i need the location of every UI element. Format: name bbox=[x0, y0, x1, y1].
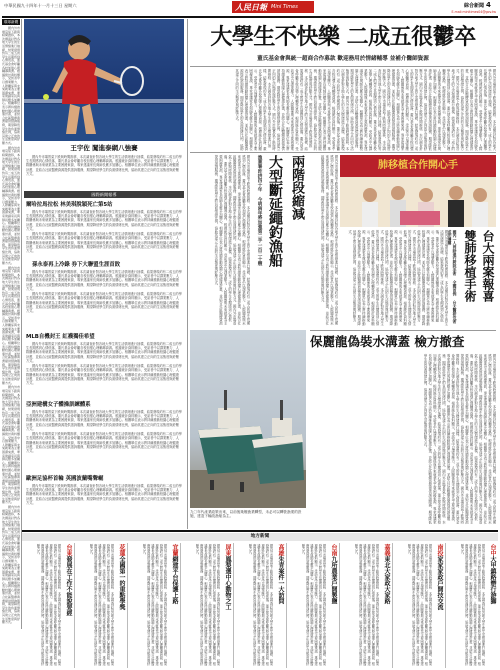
local-title: 網建平台保護上路 bbox=[171, 556, 178, 604]
main-subtitle: 董氏基金會與統一超商合作募款 歡迎務用於情緒輔導 並補介醫師資源 bbox=[257, 56, 429, 62]
bottom-rule bbox=[22, 530, 498, 532]
local-city: 南投 bbox=[436, 544, 443, 556]
ship-photo bbox=[190, 330, 306, 508]
transplant-headline-b: 台大兩案報喜 bbox=[481, 230, 495, 302]
local-body: 國內外市場景氣下跌與時間推移，本次調查針對各地大學生的生活情緒進行抽樣，結果發現約有二成五的學生長期感到心情低落，董氏基金會呼籲各校加強心理輔導資源。根據統計資料顯示，受訪者中以課業壓力、人際關係與未來就業為主要困擾來源，專家建議家長與師長應多加關心。相關單位表示將持續推動校園心理健康計畫，並結合社區醫療資源提供諮詢服務，期望降低學生的負面情緒比例，協助其建立正向的生活態度與紓壓方式。 bbox=[194, 544, 220, 666]
local-title: 朱青案件一大訪問 bbox=[277, 556, 284, 604]
col-divider-left bbox=[187, 19, 188, 529]
polaroid-body: 國內外市場景氣下跌與時間推移，本次調查針對各地大學生的生活情緒進行抽樣，結果發現約有二成五的學生長期感到心情低落，董氏基金會呼籲各校加強心理輔導資源。根據統計資料顯示，受訪者中以課業壓力、人際關係與未來就業為主要困擾來源，專家建議家長與師長應多加關心。相關單位表示將持續推動校園心理健康計畫，並結合社區醫療資源提供諮詢服務，期望降低學生的負面情緒比例，協助其建立正向的生活態度與紓壓方式。國內外市場景氣下跌與時間推移，本次調查針對各地大學生的生活情緒進行抽樣，結果發現約有二成五的學生長期感到心情低落，董氏基金會呼籲各校加強心理輔導資源。根據統計資料顯示，受訪者中以課業壓力、人際關係與未來就業為主要困擾來源，專家建議家長與師長應多加關心。相關單位表示將持續推動校園心理健康計畫，並結合社區醫療資源提供諮詢服務，期望降低學生的負面情緒比例，協助其建立正向的生活態度與紓壓方式。國內外市場景氣下跌與時間推移，本次調查針對各地大學生的生活情緒進行抽樣，結果發現約有二成五的學生長期感到心情低落，董氏基金會呼籲各校加強心理輔導資源。根據統計資料顯示，受訪者中以課業壓力、人際關係與未來就業為主要困擾來源，專家建議家長與師長應多加關心。相關單位表示將持續推動校園心理健康計畫，並結合社區醫療資源提供諮詢服務，期望降低學生的負面情緒比例，協助其建立正向的生活態度與紓壓方式。國內外市場景氣下跌與時間推移，本次調查針對各地大學生的生活情緒進行抽樣，結果發現約有二成五的學生長期感到心情低落，董氏基金會呼籲各校加強心理輔導資源。根據統計資料顯示，受訪者中以課業壓力、人際關係與未來就業為主要困擾來源，專家建議家長與師長應多加關心。相關單位表示將持續推動校園心理健康計畫，並結合社區醫療資源提供諮詢服務，期望降低學生的負面情緒比例，協助其建立正向的生活態度與紓壓方式。 bbox=[423, 354, 496, 525]
article-2-body: 國內外市場景氣下跌與時間推移，本次調查針對各地大學生的生活情緒進行抽樣，結果發現約有二成五的學生長期感到心情低落，董氏基金會呼籲各校加強心理輔導資源。根據統計資料顯示，受訪者中以課業壓力、人際關係與未來就業為主要困擾來源，專家建議家長與師長應多加關心。相關單位表示將持續推動校園心理健康計畫，並結合社區醫療資源提供諮詢服務，期望降低學生的負面情緒比例，協助其建立正向的生活態度與紓壓方式。 國內外市場景氣下跌與時間推移，本次調查針對各地大學生的生活情緒進行抽樣，結果發現約有二成五的學生長期感到心情低落，董氏基金會呼籲各校加強心理輔導資源。根據統計資料顯示，受訪者中以課業壓力、人際關係與未來就業為主要困擾來源，專家建議家長與師長應多加關心。相關單位表示將持續推動校園心理健康計畫，並結合社區醫療資源提供諮詢服務，期望降低學生的負面情緒比例，協助其建立正向的生活態度與紓壓方式。 bbox=[26, 270, 182, 314]
transplant-text: 國內外市場景氣下跌與時間推移，本次調查針對各地大學生的生活情緒進行抽樣，結果發現約有二成五的學生長期感到心情低落，董氏基金會呼籲各校加強心理輔導資源。根據統計資料顯示，受訪者中以課業壓力、人際關係與未來就業為主要困擾來源，專家建議家長與師長應多加關心。相關單位表示將持續推動校園心理健康計畫，並結合社區醫療資源提供諮詢服務，期望降低學生的負面情緒比例，協助其建立正向的生活態度與紓壓方式。 bbox=[320, 155, 338, 325]
article-4-body: 國內外市場景氣下跌與時間推移，本次調查針對各地大學生的生活情緒進行抽樣，結果發現約有二成五的學生長期感到心情低落，董氏基金會呼籲各校加強心理輔導資源。根據統計資料顯示，受訪者中以課業壓力、人際關係與未來就業為主要困擾來源，專家建議家長與師長應多加關心。相關單位表示將持續推動校園心理健康計畫，並結合社區醫療資源提供諮詢服務，期望降低學生的負面情緒比例，協助其建立正向的生活態度與紓壓方式。 國內外市場景氣下跌與時間推移，本次調查針對各地大學生的生活情緒進行抽樣，結果發現約有二成五的學生長期感到心情低落，董氏基金會呼籲各校加強心理輔導資源。根據統計資料顯示，受訪者中以課業壓力、人際關係與未來就業為主要困擾來源，專家建議家長與師長應多加關心。相關單位表示將持續推動校園心理健康計畫，並結合社區醫療資源提供諮詢服務，期望降低學生的負面情緒比例，協助其建立正向的生活態度與紓壓方式。 bbox=[26, 410, 182, 454]
local-city: 宜蘭 bbox=[171, 544, 178, 556]
article-4-title: 亞洲建構女子體操訓練體系 bbox=[26, 402, 91, 408]
tennis-player-illustration bbox=[24, 19, 184, 141]
local-article bbox=[233, 543, 286, 668]
brand-name: 人民日報 bbox=[235, 1, 267, 12]
local-title: 九所農業戶開製鹽 bbox=[330, 556, 337, 604]
local-article bbox=[74, 543, 127, 668]
local-body: 國內外市場景氣下跌與時間推移，本次調查針對各地大學生的生活情緒進行抽樣，結果發現約有二成五的學生長期感到心情低落，董氏基金會呼籲各校加強心理輔導資源。根據統計資料顯示，受訪者中以課業壓力、人際關係與未來就業為主要困擾來源，專家建議家長與師長應多加關心。相關單位表示將持續推動校園心理健康計畫，並結合社區醫療資源提供諮詢服務，期望降低學生的負面情緒比例，協助其建立正向的生活態度與紓壓方式。 bbox=[459, 544, 485, 666]
local-body: 國內外市場景氣下跌與時間推移，本次調查針對各地大學生的生活情緒進行抽樣，結果發現約有二成五的學生長期感到心情低落，董氏基金會呼籲各校加強心理輔導資源。根據統計資料顯示，受訪者中以課業壓力、人際關係與未來就業為主要困擾來源，專家建議家長與師長應多加關心。相關單位表示將持續推動校園心理健康計畫，並結合社區醫療資源提供諮詢服務，期望降低學生的負面情緒比例，協助其建立正向的生活態度與紓壓方式。 bbox=[88, 544, 114, 666]
article-3-title: MLB自機封王 紅襪獨佳希望 bbox=[26, 334, 95, 340]
fishing-headline-b: 兩階段縮減 bbox=[289, 155, 304, 220]
fishing-headline-a: 大型斷延繩釣漁船 bbox=[267, 155, 283, 267]
left-column-text: 國內外市場景氣下跌與時間推移，本次調查針對各地大學生的生活情緒進行抽樣，結果發現約有二成五的學生長期感到心情低落，董氏基金會呼籲各校加強心理輔導資源。根據統計資料顯示，受訪者中以課業壓力、人際關係與未來就業為主要困擾來源，專家建議家長與師長應多加關心。相關單位表示將持續推動校園心理健康計畫，並結合社區醫療資源提供諮詢服務，期望降低學生的負面情緒比例，協助其建立正向的生活態度與紓壓方式。 國內外市場景氣下跌與時間推移，本次調查針對各地大學生的生活情緒進行抽樣，結果發現約有二成五的學生長期感到心情低落，董氏基金會呼籲各校加強心理輔導資源。根據統計資料顯示，受訪者中以課業壓力、人際關係與未來就業為主要困擾來源，專家建議家長與師長應多加關心。相關單位表示將持續推動校園心理健康計畫，並結合社區醫療資源提供諮詢服務，期望降低學生的負面情緒比例，協助其建立正向的生活態度與紓壓方式。 國內外市場景氣下跌與時間推移，本次調查針對各地大學生的生活情緒進行抽樣，結果發現約有二成五的學生長期感到心情低落，董氏基金會呼籲各校加強心理輔導資源。根據統計資料顯示，受訪者中以課業壓力、人際關係與未來就業為主要困擾來源，專家建議家長與師長應多加關心。相關單位表示將持續推動校園心理健康計畫，並結合社區醫療資源提供諮詢服務，期望降低學生的負面情緒比例，協助其建立正向的生活態度與紓壓方式。 國內外市場景氣下跌與時間推移，本次調查針對各地大學生的生活情緒進行抽樣，結果發現約有二成五的學生長期感到心情低落，董氏基金會呼籲各校加強心理輔導資源。根據統計資料顯示，受訪者中以課業壓力、人際關係與未來就業為主要困擾來源，專家建議家長與師長應多加關心。相關單位表示將持續推動校園心理健康計畫，並結合社區醫療資源提供諮詢服務，期望降低學生的負面情緒比例，協助其建立正向的生活態度與紓壓方式。 國內外市場景氣下跌與時間推移，本次調查針對各地大學生的生活情緒進行抽樣，結果發現約有二成五的學生長期感到心情低落，董氏基金會呼籲各校加強心理輔導資源。根據統計資料顯示，受訪者中以課業壓力、人際關係與未來就業為主要困擾來源，專家建議家長與師長應多加關心。相關單位表示將持續推動校園心理健康計畫，並結合社區醫療資源提供諮詢服務，期望降低學生的負面情緒比例，協助其建立正向的生活態度與紓壓方式。 bbox=[2, 26, 21, 625]
local-city: 台東 bbox=[65, 544, 72, 556]
brand-logo bbox=[232, 1, 314, 13]
local-news-bar: 地方新聞 bbox=[22, 533, 498, 541]
main-block-rule bbox=[190, 152, 496, 153]
local-city: 屏東 bbox=[224, 544, 231, 556]
local-news-row bbox=[22, 543, 498, 668]
ship-caption: 九〇年代產業政策出來，以前後幾艘漁業轉型，未必可以轉營漁業的設施，建造下輪改漁船為主。 bbox=[190, 510, 302, 519]
section-label: 綜合新聞 bbox=[463, 3, 484, 9]
tennis-caption: 王宇佐 闖進泰網八強賽 bbox=[70, 144, 138, 152]
header-rule bbox=[2, 16, 498, 18]
transplant-subhead: 國內一人同時進行跨院手術 全國首例 台大醫研究術成功獲稱 bbox=[448, 230, 458, 324]
article-5-title: 歐洲足協杯首輪 英國波蘭嘴聲崛 bbox=[26, 476, 104, 482]
local-title: 鳳梨選中心動物之工 bbox=[224, 556, 231, 610]
polaroid-headline: 保麗龍偽裝水溝蓋 檢方撤查 bbox=[310, 334, 465, 349]
local-article bbox=[445, 543, 498, 668]
transplant-body: 國內外市場景氣下跌與時間推移，本次調查針對各地大學生的生活情緒進行抽樣，結果發現約有二成五的學生長期感到心情低落，董氏基金會呼籲各校加強心理輔導資源。根據統計資料顯示，受訪者中以課業壓力、人際關係與未來就業為主要困擾來源，專家建議家長與師長應多加關心。相關單位表示將持續推動校園心理健康計畫，並結合社區醫療資源提供諮詢服務，期望降低學生的負面情緒比例，協助其建立正向的生活態度與紓壓方式。國內外市場景氣下跌與時間推移，本次調查針對各地大學生的生活情緒進行抽樣，結果發現約有二成五的學生長期感到心情低落，董氏基金會呼籲各校加強心理輔導資源。根據統計資料顯示，受訪者中以課業壓力、人際關係與未來就業為主要困擾來源，專家建議家長與師長應多加關心。相關單位表示將持續推動校園心理健康計畫，並結合社區醫療資源提供諮詢服務，期望降低學生的負面情緒比例，協助其建立正向的生活態度與紓壓方式。國內外市場景氣下跌與時間推移，本次調查針對各地大學生的生活情緒進行抽樣，結果發現約有二成五的學生長期感到心情低落，董氏基金會呼籲各校加強心理輔導資源。根據統計資料顯示，受訪者中以課業壓力、人際關係與未來就業為主要困擾來源，專家建議家長與師長應多加關心。相關單位表示將持續推動校園心理健康計畫，並結合社區醫療資源提供諮詢服務，期望降低學生的負面情緒比例，協助其建立正向的生活態度與紓壓方式。 bbox=[347, 230, 448, 326]
local-city: 台中 bbox=[489, 544, 496, 556]
local-city: 高雄 bbox=[277, 544, 284, 556]
transplant-headline-a: 雙肺移植手術 bbox=[463, 230, 477, 302]
main-story-columns: 國內外市場景氣下跌與時間推移，本次調查針對各地大學生的生活情緒進行抽樣，結果發現約有二成五的學生長期感到心情低落，董氏基金會呼籲各校加強心理輔導資源。根據統計資料顯示，受訪者中以課業壓力、人際關係與未來就業為主要困擾來源，專家建議家長與師長應多加關心。相關單位表示將持續推動校園心理健康計畫，並結合社區醫療資源提供諮詢服務，期望降低學生的負面情緒比例，協助其建立正向的生活態度與紓壓方式。國內外市場景氣下跌與時間推移，本次調查針對各地大學生的生活情緒進行抽樣，結果發現約有二成五的學生長期感到心情低落，董氏基金會呼籲各校加強心理輔導資源。根據統計資料顯示，受訪者中以課業壓力、人際關係與未來就業為主要困擾來源，專家建議家長與師長應多加關心。相關單位表示將持續推動校園心理健康計畫，並結合社區醫療資源提供諮詢服務，期望降低學生的負面情緒比例，協助其建立正向的生活態度與紓壓方式。國內外市場景氣下跌與時間推移，本次調查針對各地大學生的生活情緒進行抽樣，結果發現約有二成五的學生長期感到心情低落，董氏基金會呼籲各校加強心理輔導資源。根據統計資料顯示，受訪者中以課業壓力、人際關係與未來就業為主要困擾來源，專家建議家長與師長應多加關心。相關單位表示將持續推動校園心理健康計畫，並結合社區醫療資源提供諮詢服務，期望降低學生的負面情緒比例，協助其建立正向的生活態度與紓壓方式。國內外市場景氣下跌與時間推移，本次調查針對各地大學生的生活情緒進行抽樣，結果發現約有二成五的學生長期感到心情低落，董氏基金會呼籲各校加強心理輔導資源。根據統計資料顯示，受訪者中以課業壓力、人際關係與未來就業為主要困擾來源，專家建議家長與師長應多加關心。相關單位表示將持續推動校園心理健康計畫，並結合社區醫療資源提供諮詢服務，期望降低學生的負面情緒比例，協助其建立正向的生活態度與紓壓方式。國內外市場景氣下跌與時間推移，本次調查針對各地大學生的生活情緒進行抽樣，結果發現約有二成五的學生長期感到心情低落，董氏基金會呼籲各校加強心理輔導資源。根據統計資料顯示，受訪者中以課業壓力、人際關係與未來就業為主要困擾來源，專家建議家長與師長應多加關心。相關單位表示將持續推動校園心理健康計畫，並結合社區醫療資源提供諮詢服務，期望降低學生的負面情緒比例，協助其建立正向的生活態度與紓壓方式。國內外市場景氣下跌與時間推移，本次調查針對各地大學生的生活情緒進行抽樣，結果發現約有二成五的學生長期感到心情低落，董氏基金會呼籲各校加強心理輔導資源。根據統計資料顯示，受訪者中以課業壓力、人際關係與未來就業為主要困擾來源，專家建議家長與師長應多加關心。相關單位表示將持續推動校園心理健康計畫，並結合社區醫療資源提供諮詢服務，期望降低學生的負面情緒比例，協助其建立正向的生活態度與紓壓方式。國內外市場景氣下跌與時間推移，本次調查針對各地大學生的生活情緒進行抽樣，結果發現約有二成五的學生長期感到心情低落，董氏基金會呼籲各校加強心理輔導資源。根據統計資料顯示，受訪者中以課業壓力、人際關係與未來就業為主要困擾來源，專家建議家長與師長應多加關心。相關單位表示將持續推動校園心理健康計畫，並結合社區醫療資源提供諮詢服務，期望降低學生的負面情緒比例，協助其建立正向的生活態度與紓壓方式。 bbox=[234, 69, 496, 151]
article-5-body: 國內外市場景氣下跌與時間推移，本次調查針對各地大學生的生活情緒進行抽樣，結果發現約有二成五的學生長期感到心情低落，董氏基金會呼籲各校加強心理輔導資源。根據統計資料顯示，受訪者中以課業壓力、人際關係與未來就業為主要困擾來源，專家建議家長與師長應多加關心。相關單位表示將持續推動校園心理健康計畫，並結合社區醫療資源提供諮詢服務，期望降低學生的負面情緒比例，協助其建立正向的生活態度與紓壓方式。 bbox=[26, 484, 182, 505]
local-title: 發展在工作不能說要經 bbox=[65, 556, 72, 616]
international-band: 國際新聞報導 bbox=[24, 191, 184, 198]
tennis-photo bbox=[24, 19, 184, 141]
left-column-label: 環球新聞 bbox=[3, 20, 19, 24]
local-body: 國內外市場景氣下跌與時間推移，本次調查針對各地大學生的生活情緒進行抽樣，結果發現約有二成五的學生長期感到心情低落，董氏基金會呼籲各校加強心理輔導資源。根據統計資料顯示，受訪者中以課業壓力、人際關係與未來就業為主要困擾來源，專家建議家長與師長應多加關心。相關單位表示將持續推動校園心理健康計畫，並結合社區醫療資源提供諮詢服務，期望降低學生的負面情緒比例，協助其建立正向的生活態度與紓壓方式。 bbox=[353, 544, 379, 666]
local-city: 嘉義 bbox=[383, 544, 390, 556]
local-city: 花蓮 bbox=[118, 544, 125, 556]
article-2-title: 孫永泰再上冷錄 券下大聯盟生涯首敗 bbox=[32, 262, 121, 268]
local-body: 國內外市場景氣下跌與時間推移，本次調查針對各地大學生的生活情緒進行抽樣，結果發現約有二成五的學生長期感到心情低落，董氏基金會呼籲各校加強心理輔導資源。根據統計資料顯示，受訪者中以課業壓力、人際關係與未來就業為主要困擾來源，專家建議家長與師長應多加關心。相關單位表示將持續推動校園心理健康計畫，並結合社區醫療資源提供諮詢服務，期望降低學生的負面情緒比例，協助其建立正向的生活態度與紓壓方式。 bbox=[35, 544, 61, 666]
local-article bbox=[22, 543, 74, 668]
local-article bbox=[392, 543, 445, 668]
fishing-text-left: 國內外市場景氣下跌與時間推移，本次調查針對各地大學生的生活情緒進行抽樣，結果發現約有二成五的學生長期感到心情低落，董氏基金會呼籲各校加強心理輔導資源。根據統計資料顯示，受訪者中以課業壓力、人際關係與未來就業為主要困擾來源，專家建議家長與師長應多加關心。相關單位表示將持續推動校園心理健康計畫，並結合社區醫療資源提供諮詢服務，期望降低學生的負面情緒比例，協助其建立正向的生活態度與紓壓方式。國內外市場景氣下跌與時間推移，本次調查針對各地大學生的生活情緒進行抽樣，結果發現約有二成五的學生長期感到心情低落，董氏基金會呼籲各校加強心理輔導資源。根據統計資料顯示，受訪者中以課業壓力、人際關係與未來就業為主要困擾來源，專家建議家長與師長應多加關心。相關單位表示將持續推動校園心理健康計畫，並結合社區醫療資源提供諮詢服務，期望降低學生的負面情緒比例，協助其建立正向的生活態度與紓壓方式。 bbox=[213, 155, 250, 326]
local-title: 東北大家政大家路 bbox=[383, 556, 390, 604]
fishing-subhead: 漁業署昨拼四十年 今明兩年將加強第二手一百二十艘 bbox=[257, 155, 262, 266]
headline-rule bbox=[190, 66, 496, 67]
page-number: 4 bbox=[486, 1, 491, 9]
local-article bbox=[180, 543, 233, 668]
local-article bbox=[339, 543, 392, 668]
article-1-title: 爾哈拉馬拉松 林美琪脫穎死亡第5站 bbox=[26, 202, 113, 208]
local-article bbox=[286, 543, 339, 668]
polaroid-rule bbox=[310, 330, 496, 331]
tennis-body: 國內外市場景氣下跌與時間推移，本次調查針對各地大學生的生活情緒進行抽樣，結果發現約有二成五的學生長期感到心情低落，董氏基金會呼籲各校加強心理輔導資源。根據統計資料顯示，受訪者中以課業壓力、人際關係與未來就業為主要困擾來源，專家建議家長與師長應多加關心。相關單位表示將持續推動校園心理健康計畫，並結合社區醫療資源提供諮詢服務，期望降低學生的負面情緒比例，協助其建立正向的生活態度與紓壓方式。 bbox=[26, 155, 182, 176]
local-body: 國內外市場景氣下跌與時間推移，本次調查針對各地大學生的生活情緒進行抽樣，結果發現約有二成五的學生長期感到心情低落，董氏基金會呼籲各校加強心理輔導資源。根據統計資料顯示，受訪者中以課業壓力、人際關係與未來就業為主要困擾來源，專家建議家長與師長應多加關心。相關單位表示將持續推動校園心理健康計畫，並結合社區醫療資源提供諮詢服務，期望降低學生的負面情緒比例，協助其建立正向的生活態度與紓壓方式。 bbox=[300, 544, 326, 666]
brand-en: Mini Times bbox=[271, 4, 298, 10]
local-body: 國內外市場景氣下跌與時間推移，本次調查針對各地大學生的生活情緒進行抽樣，結果發現約有二成五的學生長期感到心情低落，董氏基金會呼籲各校加強心理輔導資源。根據統計資料顯示，受訪者中以課業壓力、人際關係與未來就業為主要困擾來源，專家建議家長與師長應多加關心。相關單位表示將持續推動校園心理健康計畫，並結合社區醫療資源提供諮詢服務，期望降低學生的負面情緒比例，協助其建立正向的生活態度與紓壓方式。 bbox=[141, 544, 167, 666]
transplant-banner: 肺移植合作開心手 bbox=[378, 160, 458, 171]
transplant-photo bbox=[340, 155, 496, 227]
header-email: E-mail:minitimes04@gov.tw bbox=[451, 10, 496, 14]
local-body: 國內外市場景氣下跌與時間推移，本次調查針對各地大學生的生活情緒進行抽樣，結果發現約有二成五的學生長期感到心情低落，董氏基金會呼籲各校加強心理輔導資源。根據統計資料顯示，受訪者中以課業壓力、人際關係與未來就業為主要困擾來源，專家建議家長與師長應多加關心。相關單位表示將持續推動校園心理健康計畫，並結合社區醫療資源提供諮詢服務，期望降低學生的負面情緒比例，協助其建立正向的生活態度與紓壓方式。 bbox=[406, 544, 432, 666]
article-3-body: 國內外市場景氣下跌與時間推移，本次調查針對各地大學生的生活情緒進行抽樣，結果發現約有二成五的學生長期感到心情低落，董氏基金會呼籲各校加強心理輔導資源。根據統計資料顯示，受訪者中以課業壓力、人際關係與未來就業為主要困擾來源，專家建議家長與師長應多加關心。相關單位表示將持續推動校園心理健康計畫，並結合社區醫療資源提供諮詢服務，期望降低學生的負面情緒比例，協助其建立正向的生活態度與紓壓方式。 國內外市場景氣下跌與時間推移，本次調查針對各地大學生的生活情緒進行抽樣，結果發現約有二成五的學生長期感到心情低落，董氏基金會呼籲各校加強心理輔導資源。根據統計資料顯示，受訪者中以課業壓力、人際關係與未來就業為主要困擾來源，專家建議家長與師長應多加關心。相關單位表示將持續推動校園心理健康計畫，並結合社區醫療資源提供諮詢服務，期望降低學生的負面情緒比例，協助其建立正向的生活態度與紓壓方式。 bbox=[26, 342, 182, 386]
local-city: 台南 bbox=[330, 544, 337, 556]
local-body: 國內外市場景氣下跌與時間推移，本次調查針對各地大學生的生活情緒進行抽樣，結果發現約有二成五的學生長期感到心情低落，董氏基金會呼籲各校加強心理輔導資源。根據統計資料顯示，受訪者中以課業壓力、人際關係與未來就業為主要困擾來源，專家建議家長與師長應多加關心。相關單位表示將持續推動校園心理健康計畫，並結合社區醫療資源提供諮詢服務，期望降低學生的負面情緒比例，協助其建立正向的生活態度與紓壓方式。 bbox=[247, 544, 273, 666]
local-article bbox=[127, 543, 180, 668]
article-1-body: 國內外市場景氣下跌與時間推移，本次調查針對各地大學生的生活情緒進行抽樣，結果發現約有二成五的學生長期感到心情低落，董氏基金會呼籲各校加強心理輔導資源。根據統計資料顯示，受訪者中以課業壓力、人際關係與未來就業為主要困擾來源，專家建議家長與師長應多加關心。相關單位表示將持續推動校園心理健康計畫，並結合社區醫療資源提供諮詢服務，期望降低學生的負面情緒比例，協助其建立正向的生活態度與紓壓方式。 國內外市場景氣下跌與時間推移，本次調查針對各地大學生的生活情緒進行抽樣，結果發現約有二成五的學生長期感到心情低落，董氏基金會呼籲各校加強心理輔導資源。根據統計資料顯示，受訪者中以課業壓力、人際關係與未來就業為主要困擾來源，專家建議家長與師長應多加關心。相關單位表示將持續推動校園心理健康計畫，並結合社區醫療資源提供諮詢服務，期望降低學生的負面情緒比例，協助其建立正向的生活態度與紓壓方式。 bbox=[26, 210, 182, 254]
local-title: 全國第一的重點學獎 bbox=[118, 556, 125, 610]
local-title: 家家家政戶開技交流 bbox=[436, 556, 443, 610]
header-date: 中華民國九十四年十一月十三日 星期六 bbox=[4, 3, 77, 8]
main-headline: 大學生不快樂 二成五很鬱卒 bbox=[210, 24, 476, 50]
local-title: 大甲鎮路辦行游獅 bbox=[489, 556, 496, 604]
